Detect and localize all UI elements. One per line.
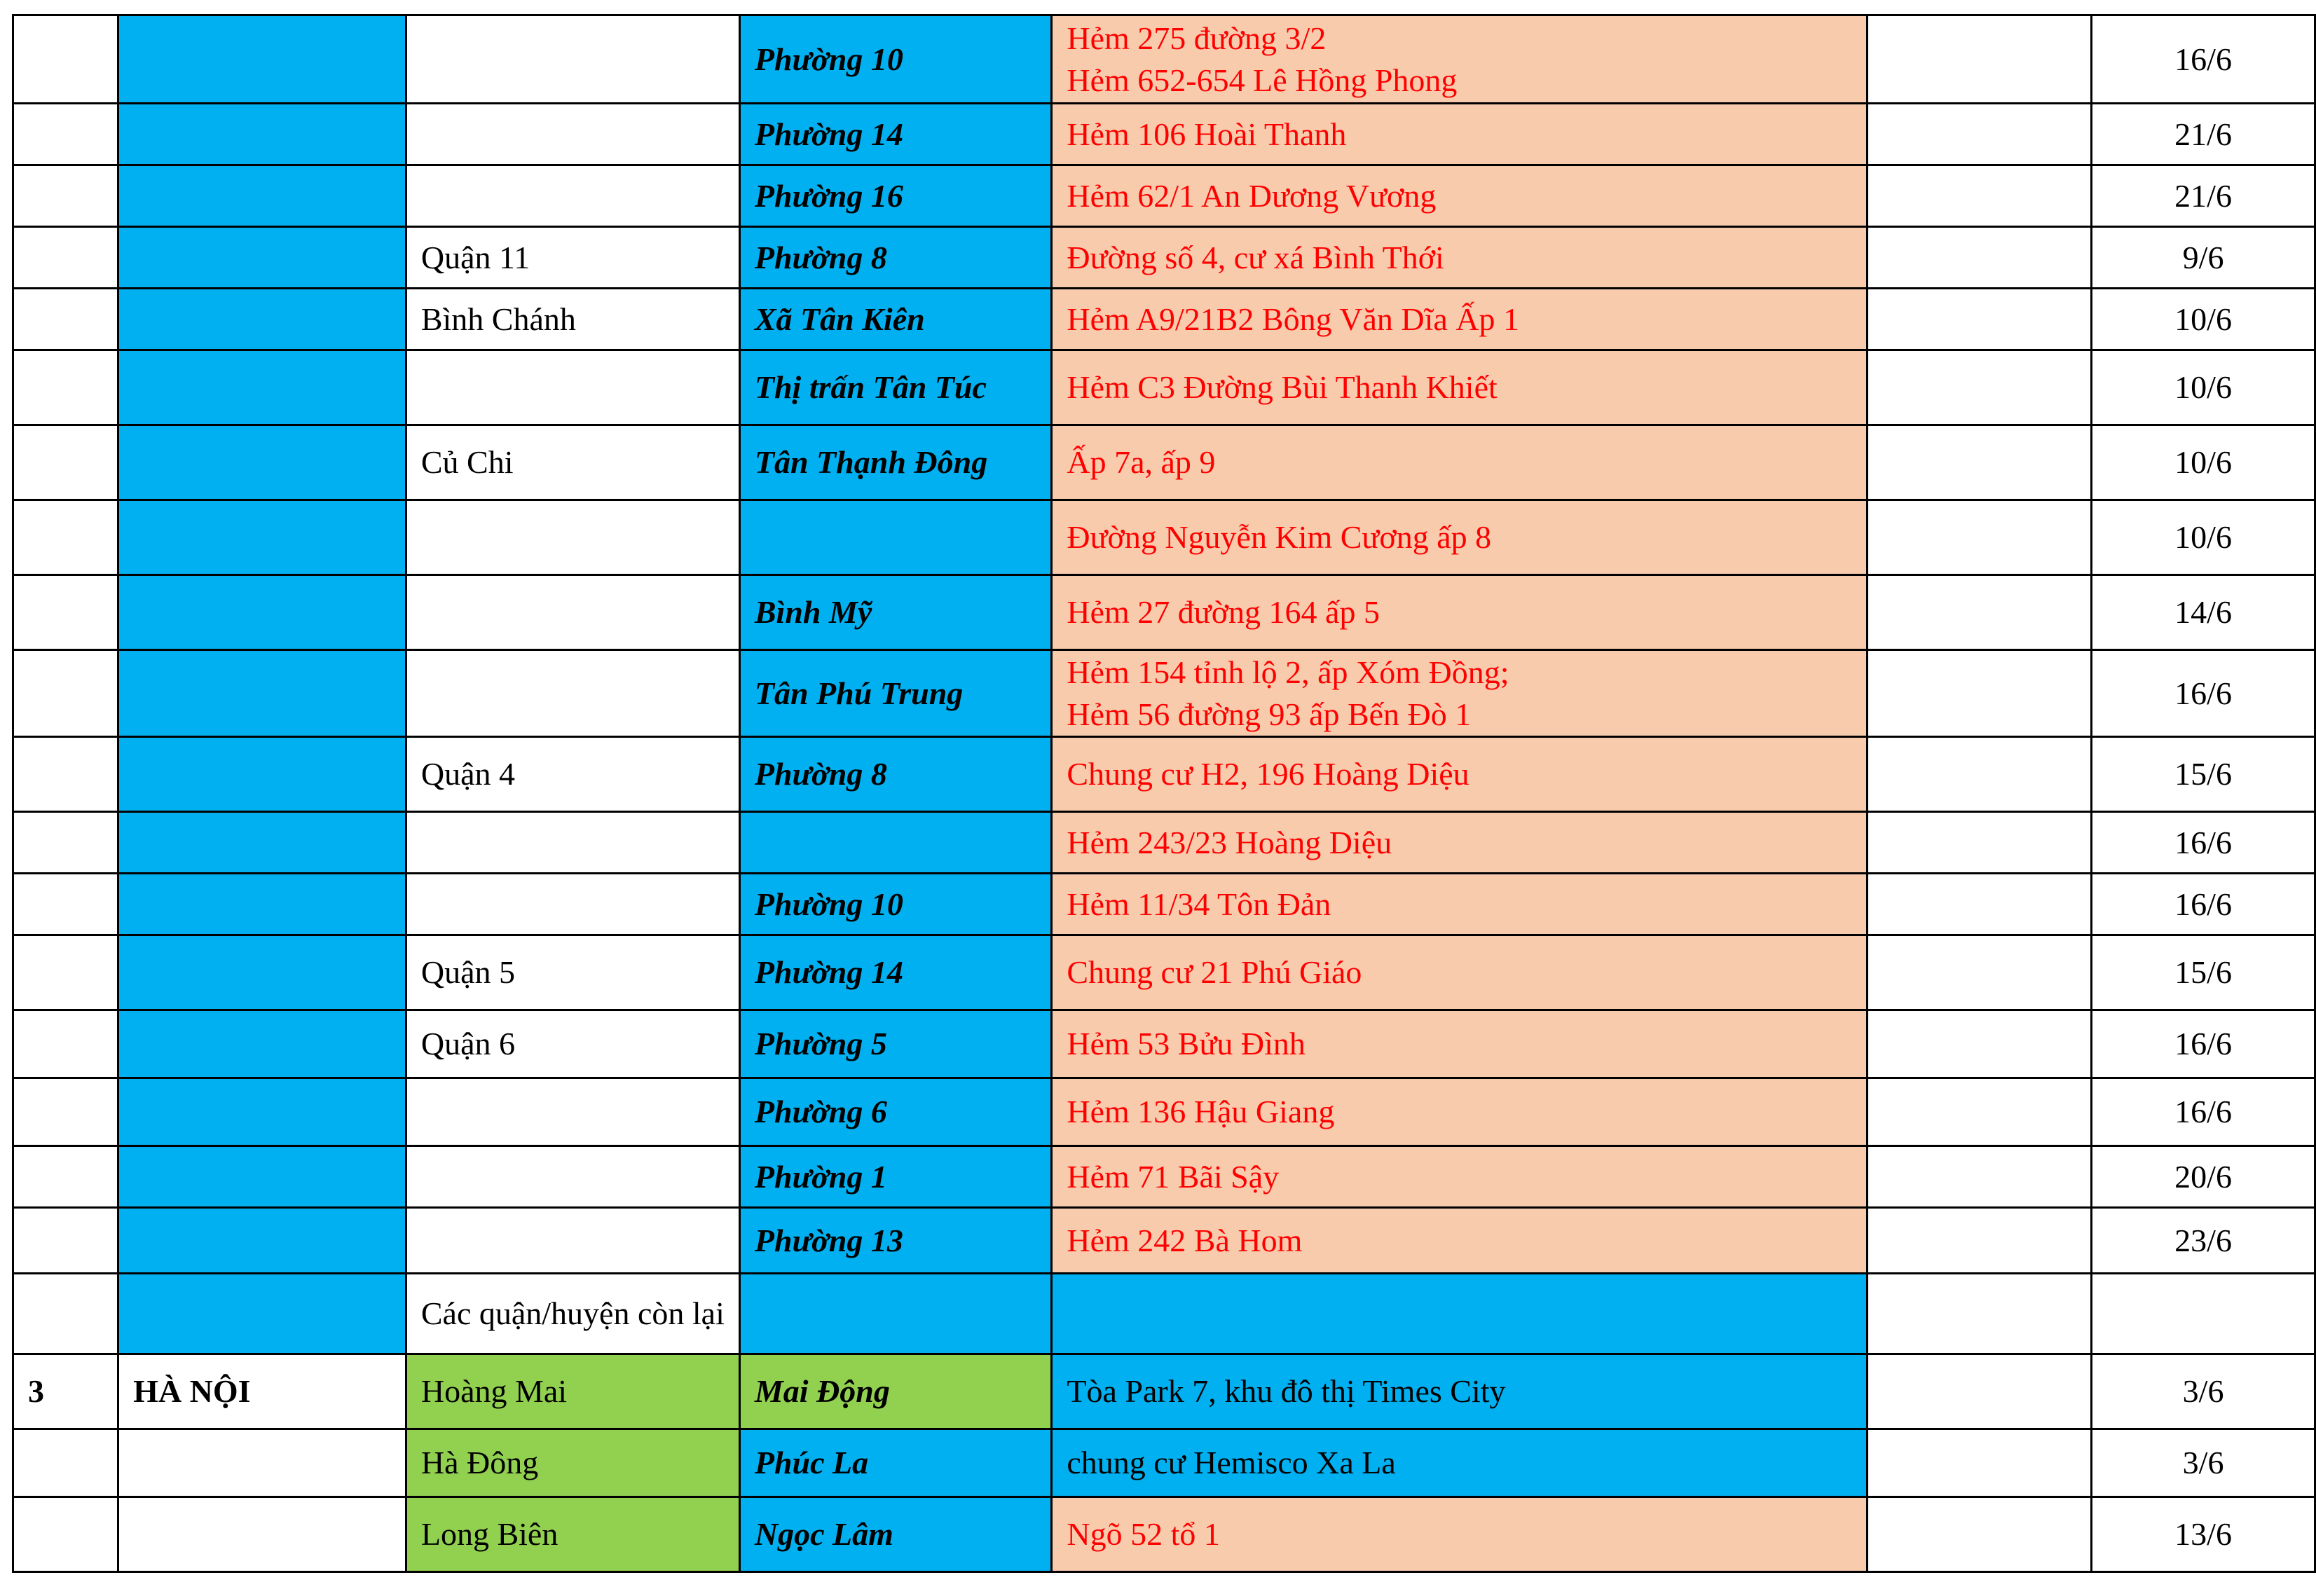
date-cell: 20/6 bbox=[2092, 1146, 2315, 1208]
province-cell bbox=[118, 1429, 406, 1497]
location-line: Hẻm 62/1 An Dương Vương bbox=[1067, 177, 1437, 214]
location-cell bbox=[1052, 500, 1868, 575]
ward-cell: Ngọc Lâm bbox=[739, 1497, 1051, 1572]
district-cell: Củ Chi bbox=[406, 425, 739, 500]
date-cell: 10/6 bbox=[2092, 350, 2315, 425]
district-cell: Quận 4 bbox=[406, 737, 739, 812]
table-row bbox=[13, 500, 2315, 575]
ward-cell: Tân Thạnh Đông bbox=[739, 425, 1051, 500]
location-cell bbox=[1052, 289, 1868, 350]
ward-cell: Phường 14 bbox=[739, 104, 1051, 165]
empty-cell bbox=[1868, 425, 2092, 500]
date-cell: 14/6 bbox=[2092, 575, 2315, 650]
table-row bbox=[13, 1429, 2315, 1497]
empty-cell bbox=[1868, 289, 2092, 350]
table-body bbox=[13, 15, 2315, 1572]
district-cell bbox=[406, 1146, 739, 1208]
empty-cell bbox=[1868, 227, 2092, 289]
date-cell: 10/6 bbox=[2092, 425, 2315, 500]
outbreak-locations-table bbox=[12, 14, 2316, 1573]
district-cell bbox=[406, 15, 739, 104]
date-cell: 3/6 bbox=[2092, 1429, 2315, 1497]
row-number-cell bbox=[13, 165, 118, 227]
table-row bbox=[13, 650, 2315, 737]
location-line: Đường Nguyễn Kim Cương ấp 8 bbox=[1067, 519, 1492, 556]
empty-cell bbox=[1868, 1274, 2092, 1354]
row-number-cell bbox=[13, 1078, 118, 1146]
empty-cell bbox=[1868, 500, 2092, 575]
location-cell bbox=[1052, 350, 1868, 425]
district-cell: Hà Đông bbox=[406, 1429, 739, 1497]
province-cell bbox=[118, 1010, 406, 1078]
empty-cell bbox=[1868, 104, 2092, 165]
date-cell: 16/6 bbox=[2092, 812, 2315, 874]
table-row bbox=[13, 1497, 2315, 1572]
location-line: Hẻm 106 Hoài Thanh bbox=[1067, 116, 1347, 152]
date-cell: 16/6 bbox=[2092, 15, 2315, 104]
table-row bbox=[13, 15, 2315, 104]
location-line: Hẻm A9/21B2 Bông Văn Dĩa Ấp 1 bbox=[1067, 301, 1520, 337]
district-cell bbox=[406, 650, 739, 737]
ward-cell: Phường 1 bbox=[739, 1146, 1051, 1208]
location-cell bbox=[1052, 165, 1868, 227]
district-cell: Các quận/huyện còn lại bbox=[406, 1274, 739, 1354]
location-cell bbox=[1052, 1429, 1868, 1497]
location-cell bbox=[1052, 737, 1868, 812]
location-line: Hẻm 71 Bãi Sậy bbox=[1067, 1158, 1280, 1195]
province-cell bbox=[118, 165, 406, 227]
district-cell bbox=[406, 500, 739, 575]
table-row bbox=[13, 1078, 2315, 1146]
row-number-cell bbox=[13, 425, 118, 500]
row-number-cell bbox=[13, 935, 118, 1010]
district-cell bbox=[406, 874, 739, 935]
row-number-cell bbox=[13, 104, 118, 165]
district-cell bbox=[406, 575, 739, 650]
province-cell bbox=[118, 425, 406, 500]
location-cell bbox=[1052, 104, 1868, 165]
empty-cell bbox=[1868, 874, 2092, 935]
date-cell: 15/6 bbox=[2092, 935, 2315, 1010]
district-cell bbox=[406, 1208, 739, 1274]
table-row bbox=[13, 935, 2315, 1010]
empty-cell bbox=[1868, 1146, 2092, 1208]
table-row bbox=[13, 289, 2315, 350]
row-number-cell bbox=[13, 1429, 118, 1497]
location-cell bbox=[1052, 935, 1868, 1010]
province-cell bbox=[118, 289, 406, 350]
location-line: Hẻm 243/23 Hoàng Diệu bbox=[1067, 824, 1392, 860]
province-cell bbox=[118, 650, 406, 737]
ward-cell bbox=[739, 1274, 1051, 1354]
district-cell bbox=[406, 350, 739, 425]
empty-cell bbox=[1868, 737, 2092, 812]
ward-cell: Phường 10 bbox=[739, 15, 1051, 104]
location-cell bbox=[1052, 1146, 1868, 1208]
table-row bbox=[13, 425, 2315, 500]
province-cell bbox=[118, 227, 406, 289]
date-cell: 13/6 bbox=[2092, 1497, 2315, 1572]
district-cell: Hoàng Mai bbox=[406, 1354, 739, 1429]
row-number-cell bbox=[13, 737, 118, 812]
ward-cell: Phường 8 bbox=[739, 737, 1051, 812]
ward-cell: Tân Phú Trung bbox=[739, 650, 1051, 737]
row-number-cell bbox=[13, 15, 118, 104]
row-number-cell bbox=[13, 227, 118, 289]
table-row bbox=[13, 227, 2315, 289]
district-cell bbox=[406, 165, 739, 227]
location-cell bbox=[1052, 575, 1868, 650]
province-cell bbox=[118, 935, 406, 1010]
location-cell bbox=[1052, 227, 1868, 289]
province-cell bbox=[118, 1497, 406, 1572]
ward-cell: Phường 8 bbox=[739, 227, 1051, 289]
empty-cell bbox=[1868, 1208, 2092, 1274]
location-line: Hẻm 652-654 Lê Hồng Phong bbox=[1067, 62, 1458, 98]
district-cell: Quận 6 bbox=[406, 1010, 739, 1078]
date-cell: 15/6 bbox=[2092, 737, 2315, 812]
ward-cell: Phường 10 bbox=[739, 874, 1051, 935]
empty-cell bbox=[1868, 350, 2092, 425]
province-cell bbox=[118, 1208, 406, 1274]
location-line: Hẻm 11/34 Tôn Đản bbox=[1067, 886, 1331, 922]
table-row bbox=[13, 1010, 2315, 1078]
date-cell: 21/6 bbox=[2092, 104, 2315, 165]
district-cell: Bình Chánh bbox=[406, 289, 739, 350]
table-row bbox=[13, 1146, 2315, 1208]
row-number-cell: 3 bbox=[13, 1354, 118, 1429]
empty-cell bbox=[1868, 812, 2092, 874]
empty-cell bbox=[1868, 1429, 2092, 1497]
province-cell bbox=[118, 1078, 406, 1146]
location-cell bbox=[1052, 1078, 1868, 1146]
date-cell: 10/6 bbox=[2092, 500, 2315, 575]
date-cell: 16/6 bbox=[2092, 1078, 2315, 1146]
location-cell bbox=[1052, 650, 1868, 737]
location-line: Hẻm 242 Bà Hom bbox=[1067, 1222, 1303, 1258]
row-number-cell bbox=[13, 874, 118, 935]
location-cell bbox=[1052, 1274, 1868, 1354]
location-line: chung cư Hemisco Xa La bbox=[1067, 1445, 1396, 1481]
date-cell: 23/6 bbox=[2092, 1208, 2315, 1274]
row-number-cell bbox=[13, 650, 118, 737]
table-row bbox=[13, 165, 2315, 227]
row-number-cell bbox=[13, 575, 118, 650]
location-line: Đường số 4, cư xá Bình Thới bbox=[1067, 239, 1444, 275]
row-number-cell bbox=[13, 1497, 118, 1572]
table-row bbox=[13, 1354, 2315, 1429]
ward-cell: Thị trấn Tân Túc bbox=[739, 350, 1051, 425]
empty-cell bbox=[1868, 575, 2092, 650]
date-cell bbox=[2092, 1274, 2315, 1354]
province-cell bbox=[118, 575, 406, 650]
ward-cell: Mai Động bbox=[739, 1354, 1051, 1429]
province-cell bbox=[118, 15, 406, 104]
district-cell: Long Biên bbox=[406, 1497, 739, 1572]
location-line: Ngõ 52 tổ 1 bbox=[1067, 1516, 1220, 1553]
district-cell bbox=[406, 1078, 739, 1146]
table-row bbox=[13, 104, 2315, 165]
ward-cell: Phường 16 bbox=[739, 165, 1051, 227]
location-line: Chung cư 21 Phú Giáo bbox=[1067, 954, 1362, 991]
table-row bbox=[13, 350, 2315, 425]
location-cell bbox=[1052, 1354, 1868, 1429]
province-cell: HÀ NỘI bbox=[118, 1354, 406, 1429]
row-number-cell bbox=[13, 1208, 118, 1274]
district-cell: Quận 11 bbox=[406, 227, 739, 289]
empty-cell bbox=[1868, 935, 2092, 1010]
location-cell bbox=[1052, 812, 1868, 874]
date-cell: 16/6 bbox=[2092, 874, 2315, 935]
date-cell: 16/6 bbox=[2092, 650, 2315, 737]
province-cell bbox=[118, 1274, 406, 1354]
table-row bbox=[13, 812, 2315, 874]
empty-cell bbox=[1868, 1354, 2092, 1429]
table-row bbox=[13, 1208, 2315, 1274]
table-row bbox=[13, 737, 2315, 812]
date-cell: 10/6 bbox=[2092, 289, 2315, 350]
province-cell bbox=[118, 350, 406, 425]
location-cell bbox=[1052, 425, 1868, 500]
empty-cell bbox=[1868, 1010, 2092, 1078]
location-line: Ấp 7a, ấp 9 bbox=[1067, 444, 1216, 481]
ward-cell: Phường 14 bbox=[739, 935, 1051, 1010]
ward-cell: Phúc La bbox=[739, 1429, 1051, 1497]
empty-cell bbox=[1868, 15, 2092, 104]
province-cell bbox=[118, 1146, 406, 1208]
district-cell bbox=[406, 104, 739, 165]
location-line: Hẻm 53 Bửu Đình bbox=[1067, 1026, 1306, 1062]
row-number-cell bbox=[13, 812, 118, 874]
location-line: Hẻm 275 đường 3/2 bbox=[1067, 20, 1327, 56]
location-line: Hẻm 27 đường 164 ấp 5 bbox=[1067, 594, 1380, 631]
row-number-cell bbox=[13, 500, 118, 575]
district-cell bbox=[406, 812, 739, 874]
district-cell: Quận 5 bbox=[406, 935, 739, 1010]
location-line: Hẻm C3 Đường Bùi Thanh Khiết bbox=[1067, 369, 1498, 406]
location-line: Hẻm 136 Hậu Giang bbox=[1067, 1094, 1335, 1130]
province-cell bbox=[118, 737, 406, 812]
table-row bbox=[13, 874, 2315, 935]
table-row bbox=[13, 1274, 2315, 1354]
location-line: Tòa Park 7, khu đô thị Times City bbox=[1067, 1373, 1506, 1410]
date-cell: 16/6 bbox=[2092, 1010, 2315, 1078]
empty-cell bbox=[1868, 1497, 2092, 1572]
row-number-cell bbox=[13, 1010, 118, 1078]
empty-cell bbox=[1868, 1078, 2092, 1146]
location-cell bbox=[1052, 1010, 1868, 1078]
location-line: Chung cư H2, 196 Hoàng Diệu bbox=[1067, 756, 1469, 792]
date-cell: 9/6 bbox=[2092, 227, 2315, 289]
province-cell bbox=[118, 104, 406, 165]
empty-cell bbox=[1868, 165, 2092, 227]
ward-cell: Xã Tân Kiên bbox=[739, 289, 1051, 350]
location-cell bbox=[1052, 874, 1868, 935]
location-line: Hẻm 154 tỉnh lộ 2, ấp Xóm Đồng; bbox=[1067, 654, 1509, 690]
ward-cell: Phường 6 bbox=[739, 1078, 1051, 1146]
row-number-cell bbox=[13, 1146, 118, 1208]
row-number-cell bbox=[13, 1274, 118, 1354]
ward-cell: Phường 5 bbox=[739, 1010, 1051, 1078]
date-cell: 3/6 bbox=[2092, 1354, 2315, 1429]
province-cell bbox=[118, 874, 406, 935]
row-number-cell bbox=[13, 350, 118, 425]
ward-cell: Bình Mỹ bbox=[739, 575, 1051, 650]
ward-cell bbox=[739, 500, 1051, 575]
empty-cell bbox=[1868, 650, 2092, 737]
province-cell bbox=[118, 500, 406, 575]
location-cell bbox=[1052, 1208, 1868, 1274]
location-cell bbox=[1052, 1497, 1868, 1572]
table-row bbox=[13, 575, 2315, 650]
date-cell: 21/6 bbox=[2092, 165, 2315, 227]
province-cell bbox=[118, 812, 406, 874]
ward-cell bbox=[739, 812, 1051, 874]
location-line: Hẻm 56 đường 93 ấp Bến Đò 1 bbox=[1067, 696, 1472, 732]
ward-cell: Phường 13 bbox=[739, 1208, 1051, 1274]
location-cell bbox=[1052, 15, 1868, 104]
row-number-cell bbox=[13, 289, 118, 350]
